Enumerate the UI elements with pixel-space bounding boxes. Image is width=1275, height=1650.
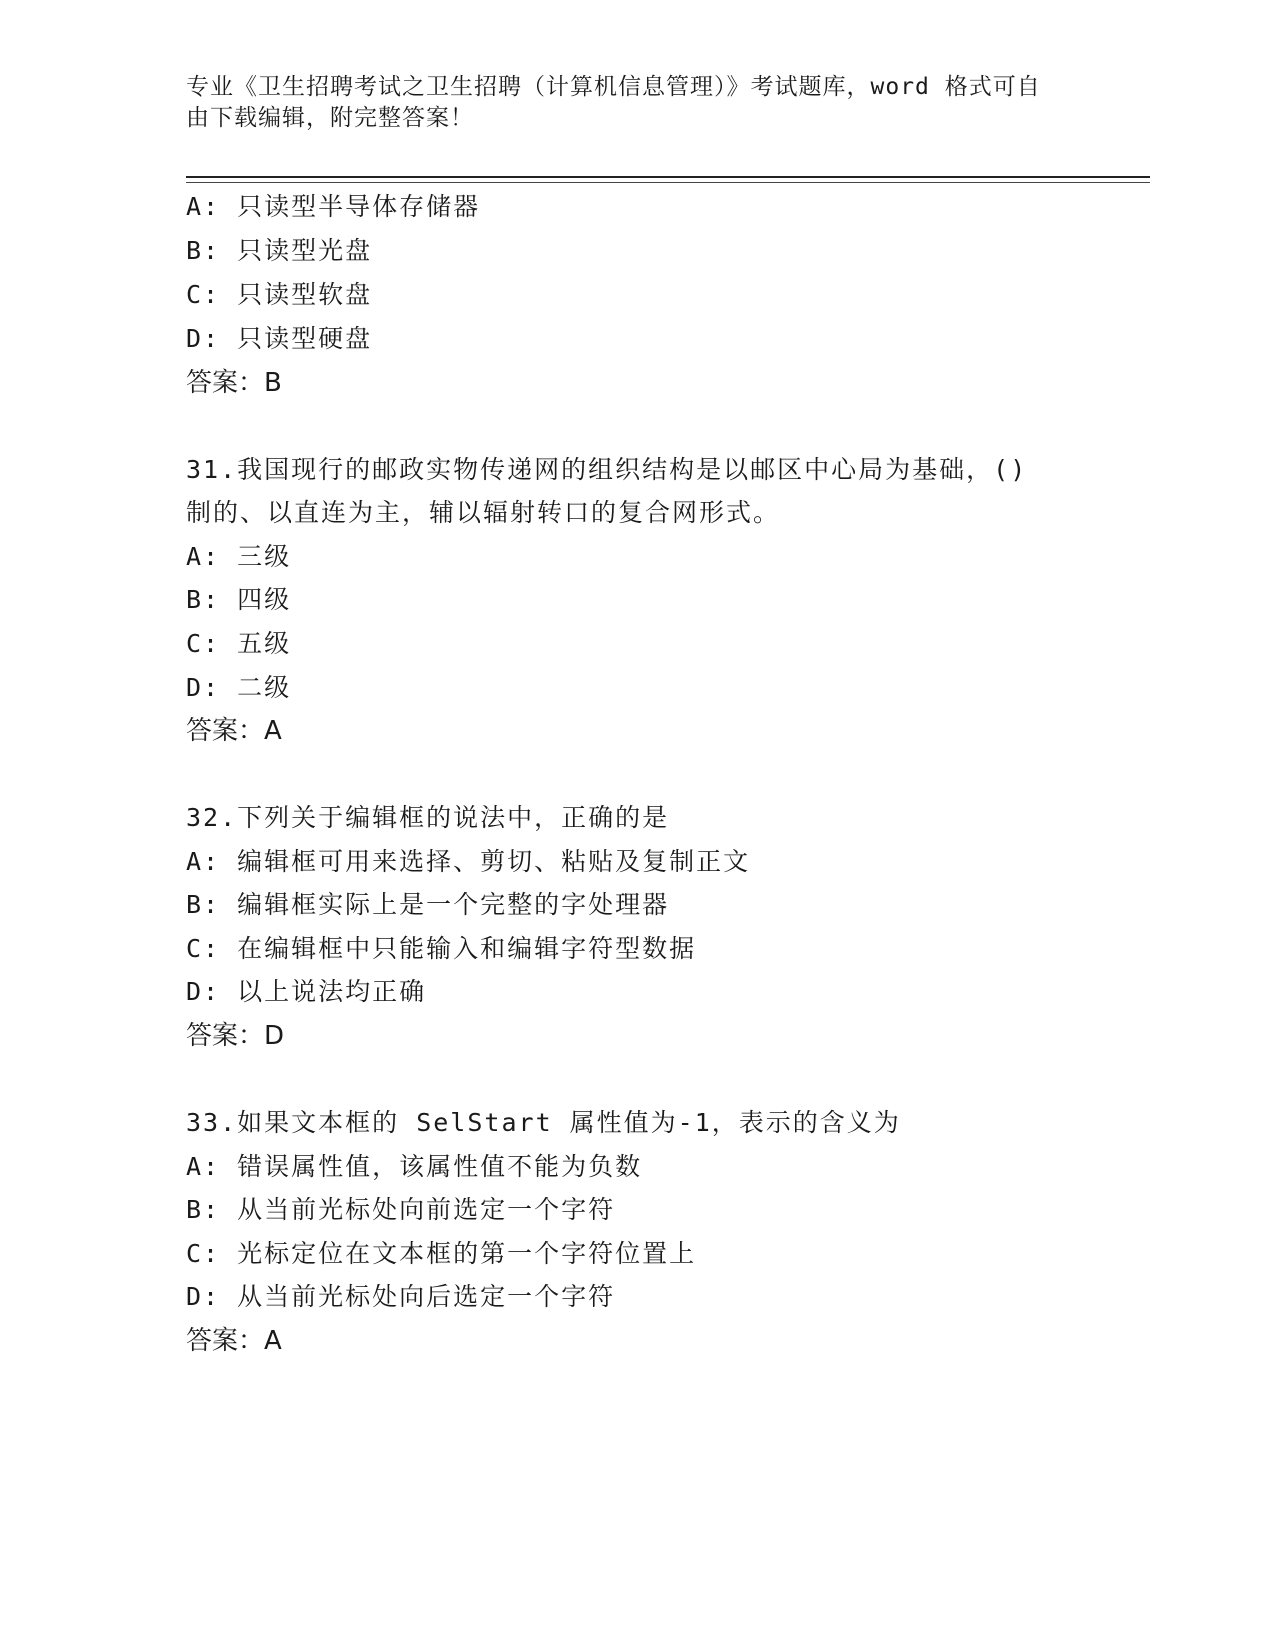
q30-option-d: D: 只读型硬盘 (186, 324, 373, 353)
q31-answer: 答案：A (186, 716, 282, 746)
header-divider-thick (186, 176, 1150, 178)
q30-option-b: B: 只读型光盘 (186, 236, 373, 265)
q31-stem-line-2: 制的、以直连为主，辅以辐射转口的复合网形式。 (186, 498, 781, 527)
q33-stem: 33.如果文本框的 SelStart 属性值为-1，表示的含义为 (186, 1108, 901, 1137)
q31-option-a: A: 三级 (186, 542, 292, 571)
q30-option-c: C: 只读型软盘 (186, 280, 373, 309)
q32-option-d: D: 以上说法均正确 (186, 977, 427, 1006)
q33-answer: 答案：A (186, 1326, 282, 1356)
q32-option-b: B: 编辑框实际上是一个完整的字处理器 (186, 890, 670, 919)
q33-option-b: B: 从当前光标处向前选定一个字符 (186, 1195, 616, 1224)
q30-option-a: A: 只读型半导体存储器 (186, 192, 481, 221)
header-line-2: 由下载编辑，附完整答案！ (186, 105, 474, 131)
q31-stem-line-1: 31.我国现行的邮政实物传递网的组织结构是以邮区中心局为基础，() (186, 455, 1028, 484)
document-header (186, 72, 1066, 134)
q31-option-b: B: 四级 (186, 585, 292, 614)
q32-stem: 32.下列关于编辑框的说法中，正确的是 (186, 803, 670, 832)
q33-option-a: A: 错误属性值，该属性值不能为负数 (186, 1152, 643, 1181)
q33-option-c: C: 光标定位在文本框的第一个字符位置上 (186, 1239, 697, 1268)
q31-option-d: D: 二级 (186, 673, 292, 702)
q30-answer: 答案：B (186, 368, 282, 398)
header-line-1: 专业《卫生招聘考试之卫生招聘（计算机信息管理）》考试题库，word 格式可自 (186, 74, 1041, 100)
q31-option-c: C: 五级 (186, 629, 292, 658)
q32-answer: 答案：D (186, 1021, 285, 1051)
header-divider-thin (186, 182, 1150, 183)
q32-option-c: C: 在编辑框中只能输入和编辑字符型数据 (186, 934, 697, 963)
q33-option-d: D: 从当前光标处向后选定一个字符 (186, 1282, 616, 1311)
q32-option-a: A: 编辑框可用来选择、剪切、粘贴及复制正文 (186, 847, 751, 876)
